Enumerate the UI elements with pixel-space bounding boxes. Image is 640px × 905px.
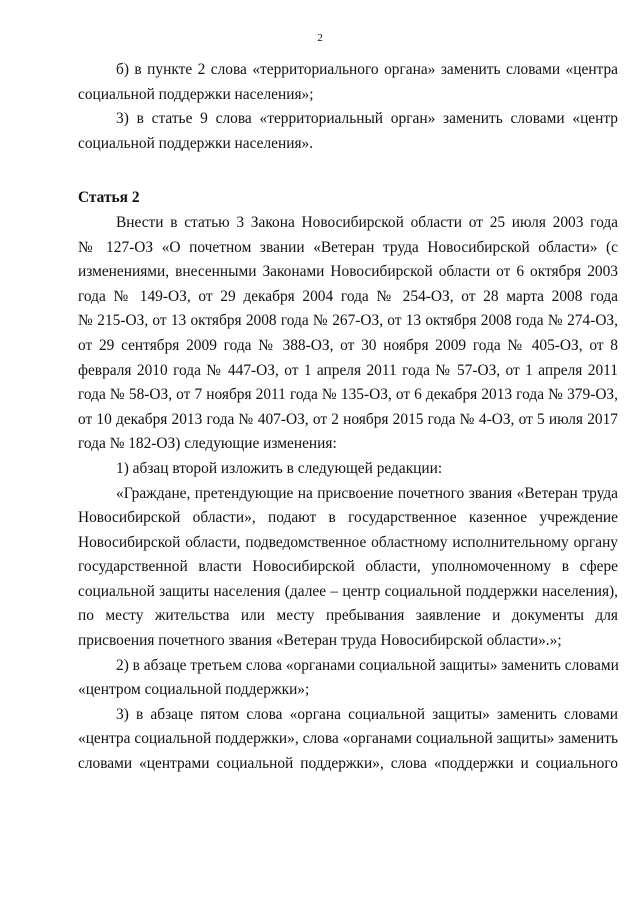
text-line: февраля 2010 года № 447-ОЗ, от 1 апреля 2011 года № 57-ОЗ, от 1 апреля 2011 <box>78 361 618 379</box>
text-line: «центром социальной поддержки»; <box>78 681 310 699</box>
text-line: Новосибирской области, подведомственное областному исполнительному органу <box>78 533 618 551</box>
section-gap <box>78 156 618 186</box>
text-line: государственной власти Новосибирской области, уполномоченному в сфере <box>78 558 618 576</box>
text-line: 1) абзац второй изложить в следующей редакции: <box>116 459 443 477</box>
text-line: Внести в статью 3 Закона Новосибирской области от 25 июля 2003 года <box>116 213 618 231</box>
text-line: № 215-ОЗ, от 13 октября 2008 года № 267-ОЗ, от 13 октября 2008 года № 274-ОЗ, <box>78 312 618 330</box>
text-line: 3) в статье 9 слова «территориальный орган» заменить словами «центр <box>116 110 618 128</box>
text-line: 2) в абзаце третьем слова «органами социальной защиты» заменить словами <box>116 656 619 674</box>
article-2-text <box>78 211 618 777</box>
text-line: словами «центрами социальной поддержки», слова «поддержки и социального <box>78 755 618 773</box>
text-line: года № 58-ОЗ, от 7 ноября 2011 года № 135-ОЗ, от 6 декабря 2013 года № 379-ОЗ, <box>78 386 618 404</box>
text-line: № 127-ОЗ «О почетном звании «Ветеран труда Новосибирской области» (с <box>78 238 618 256</box>
text-line: б) в пункте 2 слова «территориального органа» заменить словами «центра <box>116 61 618 78</box>
text-line: социальной поддержки населения»; <box>78 85 314 103</box>
text-line: социальной защиты населения (далее – центр социальной поддержки населения), <box>78 582 618 600</box>
text-line: Новосибирской области», подают в государственное казенное учреждение <box>78 509 618 527</box>
text-line: от 10 декабря 2013 года № 407-ОЗ, от 2 ноября 2015 года № 4-ОЗ, от 5 июля 2017 <box>78 410 618 428</box>
text-line: 3) в абзаце пятом слова «органа социальной защиты» заменить словами <box>116 705 618 723</box>
text-line: года № 149-ОЗ, от 29 декабря 2004 года № 254-ОЗ, от 28 марта 2008 года <box>78 287 618 305</box>
text-line: присвоения почетного звания «Ветеран труда Новосибирской области».»; <box>78 632 562 650</box>
text-line: «центра социальной поддержки», слова «органами социальной защиты» заменить <box>78 730 618 748</box>
text-line: от 29 сентября 2009 года № 388-ОЗ, от 30 ноября 2009 года № 405-ОЗ, от 8 <box>78 336 618 354</box>
document-body <box>78 58 618 777</box>
amendments-continued <box>78 58 618 156</box>
article-heading: Статья 2 <box>78 189 140 207</box>
text-line: изменениями, внесенными Законами Новосибирской области от 6 октября 2003 <box>78 263 618 281</box>
text-line: «Граждане, претендующие на присвоение почетного звания «Ветеран труда <box>116 484 618 502</box>
text-line: по месту жительства или месту пребывания заявление и документы для <box>78 607 618 625</box>
text-line: социальной поддержки населения». <box>78 134 314 152</box>
text-line: года № 182-ОЗ) следующие изменения: <box>78 435 337 453</box>
page-number: 2 <box>317 32 323 44</box>
